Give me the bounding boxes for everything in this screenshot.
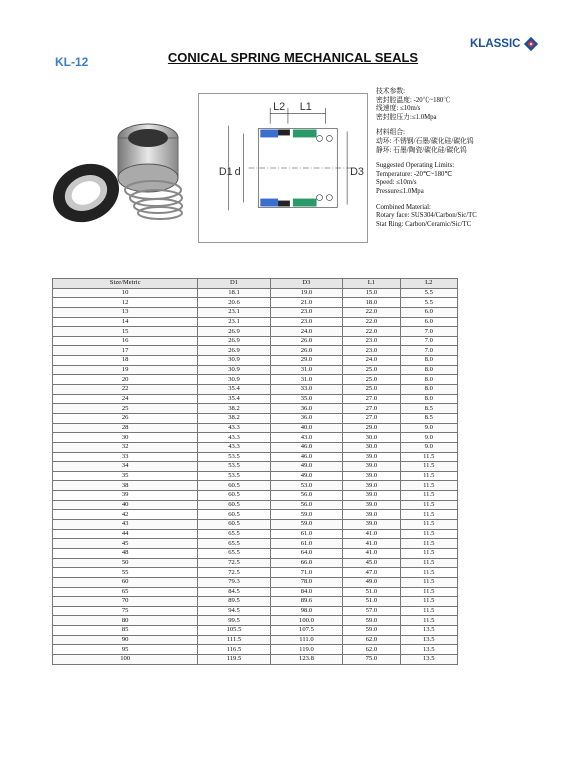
table-row [53,471,458,481]
table-cell: 8.0 [400,385,457,395]
table-cell: 40.0 [270,423,342,433]
table-row [53,317,458,327]
table-cell: 36.0 [270,404,342,414]
table-cell: 10 [53,288,198,298]
table-cell: 39.0 [343,471,400,481]
table-cell: 39 [53,491,198,501]
table-row [53,375,458,385]
table-cell: 59.0 [270,520,342,530]
column-header: L1 [343,279,400,289]
table-cell: 11.5 [400,597,457,607]
table-cell: 29.0 [270,356,342,366]
table-cell: 116.5 [198,645,270,655]
table-cell: 39.0 [343,481,400,491]
table-cell: 51.0 [343,597,400,607]
table-cell: 13 [53,307,198,317]
table-cell: 78.0 [270,577,342,587]
table-row [53,606,458,616]
table-cell: 30.0 [343,433,400,443]
table-cell: 7.0 [400,346,457,356]
table-cell: 9.0 [400,433,457,443]
table-cell: 53.0 [270,481,342,491]
table-row [53,520,458,530]
table-cell: 95 [53,645,198,655]
table-cell: 30.9 [198,375,270,385]
product-photo [48,108,193,238]
table-cell: 99.5 [198,616,270,626]
table-cell: 43.3 [198,442,270,452]
label-l1: L1 [299,100,312,113]
table-cell: 34 [53,462,198,472]
table-cell: 75 [53,606,198,616]
table-cell: 23.0 [343,336,400,346]
table-cell: 38 [53,481,198,491]
column-header: D3 [270,279,342,289]
table-cell: 46.0 [270,452,342,462]
en-material-line: Rotary face: SUS304/Carbon/Sic/TC [376,212,477,220]
table-cell: 35 [53,471,198,481]
table-cell: 119.5 [198,654,270,664]
table-cell: 27.0 [343,404,400,414]
table-cell: 53.5 [198,462,270,472]
table-cell: 11.5 [400,587,457,597]
table-cell: 9.0 [400,442,457,452]
model-code: KL-12 [55,55,89,69]
table-cell: 60.5 [198,491,270,501]
en-spec-line: Speed: ≤10m/s [376,179,417,187]
table-cell: 8.0 [400,375,457,385]
table-row [53,385,458,395]
table-cell: 39.0 [343,452,400,462]
table-cell: 9.0 [400,423,457,433]
table-cell: 29.0 [343,423,400,433]
table-cell: 23.1 [198,307,270,317]
table-cell: 60.5 [198,510,270,520]
table-cell: 25.0 [343,385,400,395]
table-cell: 62.0 [343,645,400,655]
table-cell: 39.0 [343,520,400,530]
table-cell: 28 [53,423,198,433]
table-cell: 22.0 [343,307,400,317]
table-row [53,327,458,337]
page-title-text: CONICAL SPRING MECHANICAL SEALS [167,50,419,65]
table-cell: 11.5 [400,520,457,530]
cn-spec-line: 密封腔温度: -20℃~180℃ [376,96,451,104]
table-cell: 111.0 [270,635,342,645]
table-cell: 11.5 [400,577,457,587]
table-cell: 26.9 [198,327,270,337]
table-row [53,645,458,655]
table-cell: 35.0 [270,394,342,404]
cn-material-line: 动环: 不锈钢/石墨/碳化硅/碳化钨 [376,137,474,145]
table-cell: 39.0 [343,462,400,472]
table-cell: 40 [53,500,198,510]
table-cell: 65.5 [198,548,270,558]
table-cell: 11.5 [400,500,457,510]
en-spec-title: Suggested Operating Limits: [376,162,455,170]
table-cell: 31.0 [270,375,342,385]
table-cell: 57.0 [343,606,400,616]
table-row [53,336,458,346]
table-cell: 11.5 [400,529,457,539]
table-row [53,491,458,501]
table-row [53,298,458,308]
en-material-line: Stat Ring: Carbon/Ceramic/Sic/TC [376,220,472,228]
table-row [53,442,458,452]
table-row [53,288,458,298]
table-row [53,597,458,607]
en-spec-line: Pressure≤1.0Mpa [376,187,424,195]
table-cell: 61.0 [270,529,342,539]
table-cell: 24 [53,394,198,404]
table-cell: 35.4 [198,394,270,404]
table-cell: 45.0 [343,558,400,568]
page-title [0,50,586,65]
table-cell: 24.0 [343,356,400,366]
table-cell: 14 [53,317,198,327]
table-row [53,365,458,375]
table-cell: 7.0 [400,336,457,346]
table-cell: 38.2 [198,413,270,423]
spec-notes [376,88,576,229]
table-cell: 123.8 [270,654,342,664]
table-cell: 25.0 [343,375,400,385]
table-cell: 19.0 [270,288,342,298]
table-cell: 59.0 [270,510,342,520]
table-row [53,394,458,404]
table-row [53,654,458,664]
table-cell: 33 [53,452,198,462]
table-cell: 50 [53,558,198,568]
table-cell: 6.0 [400,317,457,327]
table-cell: 13.5 [400,635,457,645]
cn-material-line: 静环: 石墨/陶瓷/碳化硅/碳化钨 [376,146,467,154]
table-cell: 8.5 [400,413,457,423]
table-cell: 30.9 [198,356,270,366]
table-cell: 11.5 [400,510,457,520]
cn-spec-line: 密封腔压力:≤1.0Mpa [376,113,437,121]
table-cell: 8.0 [400,356,457,366]
table-cell: 62.0 [343,635,400,645]
table-row [53,452,458,462]
table-cell: 85 [53,626,198,636]
table-cell: 48 [53,548,198,558]
table-cell: 49.0 [343,577,400,587]
table-cell: 111.5 [198,635,270,645]
table-cell: 20.6 [198,298,270,308]
table-cell: 16 [53,336,198,346]
table-cell: 8.0 [400,394,457,404]
table-cell: 27.0 [343,394,400,404]
table-cell: 26.9 [198,346,270,356]
table-cell: 43.3 [198,433,270,443]
table-cell: 11.5 [400,616,457,626]
table-cell: 8.0 [400,365,457,375]
table-cell: 6.0 [400,307,457,317]
table-cell: 80 [53,616,198,626]
table-row [53,626,458,636]
table-cell: 8.5 [400,404,457,414]
table-cell: 45 [53,539,198,549]
table-cell: 84.5 [198,587,270,597]
table-row [53,529,458,539]
table-cell: 11.5 [400,606,457,616]
table-cell: 5.5 [400,288,457,298]
table-row [53,510,458,520]
table-cell: 12 [53,298,198,308]
table-cell: 53.5 [198,452,270,462]
table-cell: 72.5 [198,568,270,578]
table-cell: 43.0 [270,433,342,443]
table-cell: 41.0 [343,539,400,549]
table-cell: 11.5 [400,539,457,549]
table-cell: 100 [53,654,198,664]
table-cell: 90 [53,635,198,645]
table-cell: 15.0 [343,288,400,298]
table-cell: 70 [53,597,198,607]
table-cell: 17 [53,346,198,356]
table-cell: 65.5 [198,529,270,539]
en-spec-line: Temperature: -20℃~180℃ [376,170,453,178]
table-cell: 30 [53,433,198,443]
table-cell: 23.1 [198,317,270,327]
en-material-title: Combined Material: [376,203,431,211]
table-cell: 60.5 [198,481,270,491]
seal-drawing [198,93,368,243]
table-cell: 30.9 [198,365,270,375]
brand-logo [470,36,539,52]
table-cell: 55 [53,568,198,578]
table-cell: 39.0 [343,510,400,520]
table-cell: 53.5 [198,471,270,481]
table-cell: 43.3 [198,423,270,433]
table-cell: 66.0 [270,558,342,568]
table-cell: 18.0 [343,298,400,308]
table-cell: 107.5 [270,626,342,636]
table-cell: 13.5 [400,645,457,655]
table-cell: 44 [53,529,198,539]
column-header: L2 [400,279,457,289]
table-cell: 41.0 [343,548,400,558]
table-row [53,462,458,472]
table-cell: 49.0 [270,471,342,481]
table-cell: 22 [53,385,198,395]
table-cell: 25 [53,404,198,414]
table-cell: 98.0 [270,606,342,616]
table-cell: 13.5 [400,626,457,636]
table-row [53,635,458,645]
table-cell: 11.5 [400,558,457,568]
table-cell: 46.0 [270,442,342,452]
table-cell: 20 [53,375,198,385]
table-cell: 22.0 [343,327,400,337]
table-cell: 100.0 [270,616,342,626]
table-cell: 64.0 [270,548,342,558]
table-cell: 56.0 [270,500,342,510]
table-row [53,481,458,491]
table-cell: 11.5 [400,471,457,481]
table-cell: 51.0 [343,587,400,597]
table-row [53,356,458,366]
table-cell: 36.0 [270,413,342,423]
table-cell: 11.5 [400,568,457,578]
table-cell: 59.0 [343,616,400,626]
table-cell: 30.0 [343,442,400,452]
table-cell: 7.0 [400,327,457,337]
label-l2: L2 [273,100,286,113]
table-cell: 13.5 [400,654,457,664]
table-cell: 79.3 [198,577,270,587]
table-row [53,558,458,568]
table-cell: 26.9 [198,336,270,346]
table-cell: 119.0 [270,645,342,655]
table-cell: 61.0 [270,539,342,549]
table-cell: 105.5 [198,626,270,636]
table-cell: 43 [53,520,198,530]
table-cell: 60.5 [198,500,270,510]
table-row [53,539,458,549]
table-cell: 22.0 [343,317,400,327]
column-header: D1 [198,279,270,289]
table-cell: 38.2 [198,404,270,414]
table-row [53,587,458,597]
table-cell: 11.5 [400,548,457,558]
table-row [53,548,458,558]
column-header: Size/Metric [53,279,198,289]
table-cell: 23.0 [270,317,342,327]
table-cell: 23.0 [343,346,400,356]
table-cell: 65.5 [198,539,270,549]
dimension-table [52,278,458,665]
table-cell: 11.5 [400,452,457,462]
table-cell: 59.0 [343,626,400,636]
table-cell: 24.0 [270,327,342,337]
table-cell: 26.0 [270,336,342,346]
table-cell: 19 [53,365,198,375]
table-cell: 11.5 [400,481,457,491]
table-cell: 18 [53,356,198,366]
table-cell: 18.1 [198,288,270,298]
table-row [53,433,458,443]
table-cell: 71.0 [270,568,342,578]
table-cell: 60.5 [198,520,270,530]
table-cell: 42 [53,510,198,520]
table-cell: 56.0 [270,491,342,501]
table-row [53,500,458,510]
table-row [53,423,458,433]
table-cell: 89.6 [270,597,342,607]
table-cell: 15 [53,327,198,337]
table-cell: 84.0 [270,587,342,597]
cn-spec-line: 线速度: ≤10m/s [376,105,421,113]
label-d: d [234,165,241,178]
table-cell: 32 [53,442,198,452]
table-cell: 11.5 [400,462,457,472]
cn-spec-title: 技术参数: [376,88,406,95]
table-cell: 21.0 [270,298,342,308]
table-row [53,616,458,626]
table-cell: 39.0 [343,491,400,501]
table-row [53,346,458,356]
table-cell: 25.0 [343,365,400,375]
table-row [53,568,458,578]
table-cell: 23.0 [270,307,342,317]
table-cell: 94.5 [198,606,270,616]
brand-name: KLASSIC [470,38,521,50]
table-cell: 41.0 [343,529,400,539]
table-cell: 49.0 [270,462,342,472]
table-cell: 39.0 [343,500,400,510]
table-row [53,577,458,587]
label-d1: D1 [218,165,233,178]
table-cell: 26 [53,413,198,423]
table-cell: 31.0 [270,365,342,375]
table-cell: 26.0 [270,346,342,356]
table-row [53,413,458,423]
table-cell: 47.0 [343,568,400,578]
table-row [53,404,458,414]
table-cell: 33.0 [270,385,342,395]
table-cell: 65 [53,587,198,597]
table-cell: 35.4 [198,385,270,395]
table-cell: 27.0 [343,413,400,423]
table-cell: 5.5 [400,298,457,308]
table-cell: 11.5 [400,491,457,501]
table-cell: 60 [53,577,198,587]
table-cell: 89.5 [198,597,270,607]
table-cell: 75.0 [343,654,400,664]
brand-mark-icon [523,36,539,52]
table-cell: 72.5 [198,558,270,568]
cn-material-title: 材料组合: [376,129,406,137]
table-row [53,307,458,317]
label-d3: D3 [350,165,364,178]
table-header-row [53,279,458,289]
